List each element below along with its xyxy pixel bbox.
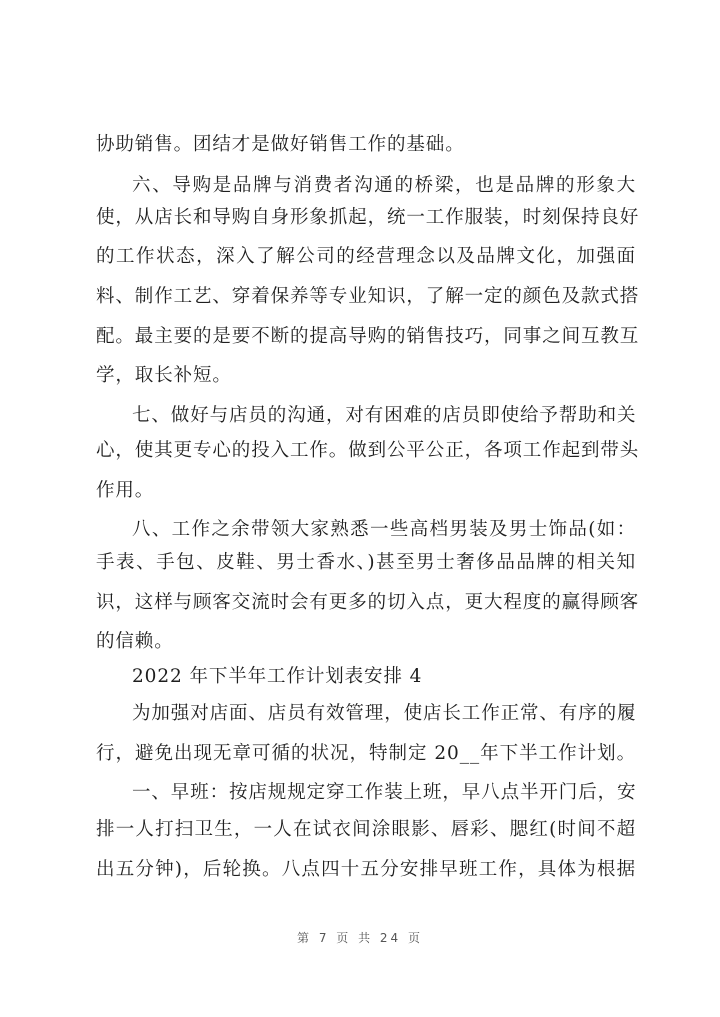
text-line: 协助销售。团结才是做好销售工作的基础。 <box>96 134 465 155</box>
text-line: 八、工作之余带领大家熟悉一些高档男装及男士饰品(如： <box>132 519 636 540</box>
text-line: 配。最主要的是要不断的提高导购的销售技巧，同事之间互教互 <box>96 326 640 347</box>
text-line: 手表、手包、皮鞋、男士香水、)甚至男士奢侈品品牌的相关知 <box>96 552 636 573</box>
text-line: 行，避免出现无章可循的状况，特制定 20__年下半工作计划。 <box>96 743 636 764</box>
text-line: 料、制作工艺、穿着保养等专业知识，了解一定的颜色及款式搭 <box>96 286 640 307</box>
text-line: 为加强对店面、店员有效管理，使店长工作正常、有序的履 <box>132 703 637 724</box>
text-line: 一、早班：按店规规定穿工作装上班，早八点半开门后，安 <box>132 782 637 803</box>
text-line: 学，取长补短。 <box>96 365 232 386</box>
text-line: 六、导购是品牌与消费者沟通的桥梁，也是品牌的形象大 <box>132 175 636 196</box>
text-line: 的工作状态，深入了解公司的经营理念以及品牌文化，加强面 <box>96 246 636 267</box>
text-line: 识，这样与顾客交流时会有更多的切入点，更大程度的赢得顾客 <box>96 592 640 613</box>
text-line: 心，使其更专心的投入工作。做到公平公正，各项工作起到带头 <box>96 440 640 461</box>
text-line: 作用。 <box>96 480 155 501</box>
text-line: 使，从店长和导购自身形象抓起，统一工作服装，时刻保持良好 <box>96 207 640 228</box>
text-line: 排一人打扫卫生，一人在试衣间涂眼影、唇彩、腮红(时间不超 <box>96 819 636 840</box>
text-line: 出五分钟)，后轮换。八点四十五分安排早班工作，具体为根据 <box>96 859 636 880</box>
page-footer: 第 7 页 共 24 页 <box>297 931 423 945</box>
section-heading: 2022 年下半年工作计划表安排 4 <box>132 666 423 687</box>
text-line: 的信赖。 <box>96 631 174 652</box>
text-line: 七、做好与店员的沟通，对有困难的店员即使给予帮助和关 <box>132 405 637 426</box>
